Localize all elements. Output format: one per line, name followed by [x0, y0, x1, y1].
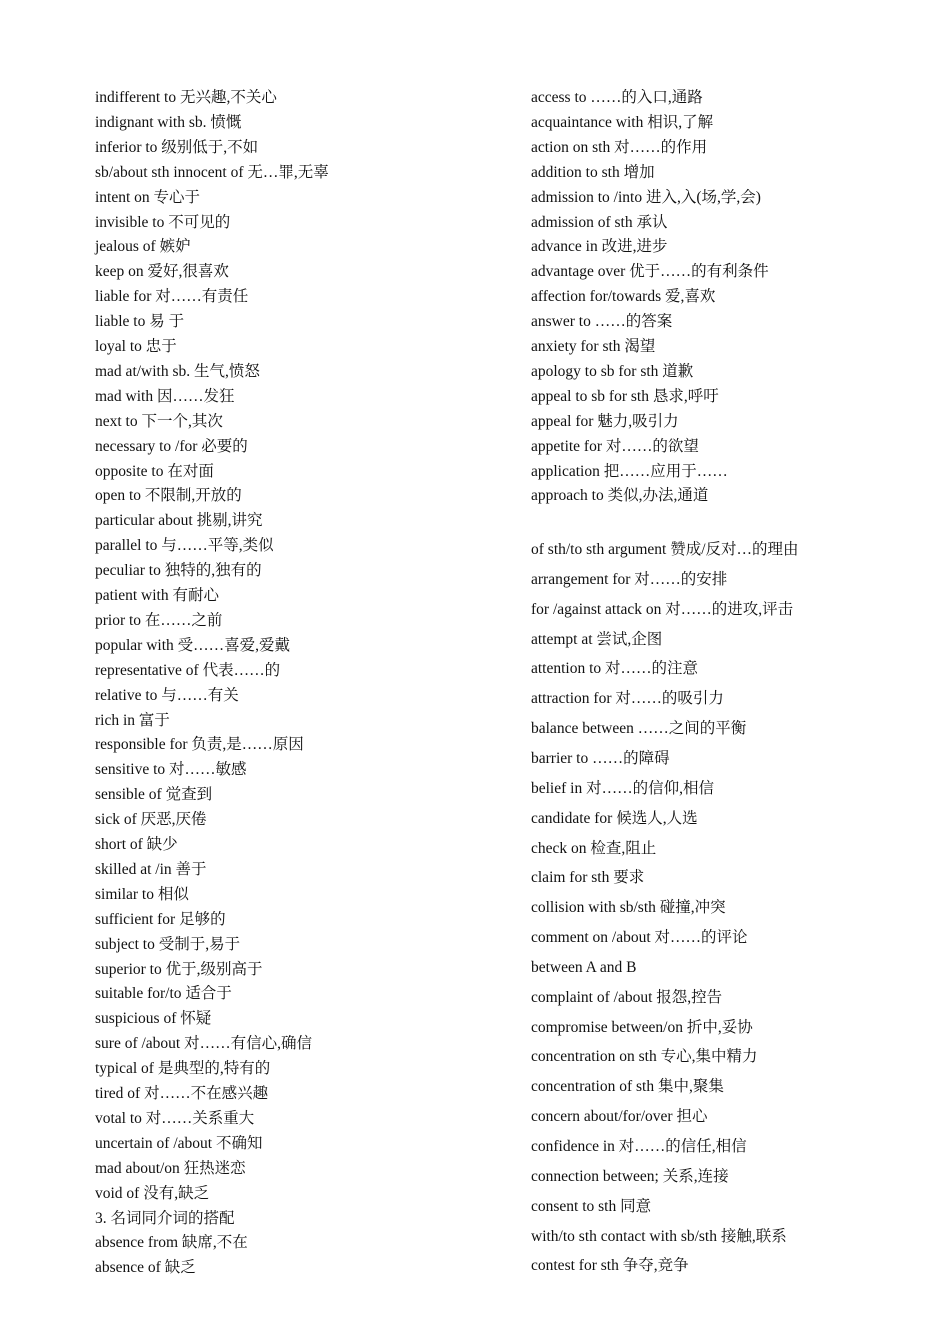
vocab-entry: acquaintance with 相识,了解: [531, 113, 714, 131]
vocab-entry: tired of 对……不在感兴趣: [95, 1085, 269, 1102]
vocab-entry: consent to sth 同意: [531, 1197, 652, 1215]
vocab-entry: connection between; 关系,连接: [531, 1167, 729, 1185]
vocab-entry: loyal to 忠于: [95, 338, 177, 355]
vocab-entry: attention to 对……的注意: [531, 660, 699, 678]
vocab-entry: uncertain of /about 不确知: [95, 1134, 263, 1152]
vocab-entry: addition to sth 增加: [531, 163, 655, 181]
vocab-entry: with/to sth contact with sb/sth 接触,联系: [531, 1227, 787, 1245]
vocab-entry: liable to 易 于: [95, 313, 185, 331]
vocab-entry: sensitive to 对……敏感: [95, 761, 247, 779]
vocab-entry: compromise between/on 折中,妥协: [531, 1018, 753, 1036]
vocab-entry: belief in 对……的信仰,相信: [531, 779, 714, 797]
vocab-entry: suspicious of 怀疑: [95, 1010, 212, 1028]
vocab-entry: superior to 优于,级别高于: [95, 960, 263, 978]
vocab-entry: particular about 挑剔,讲究: [95, 512, 263, 530]
vocab-entry: patient with 有耐心: [95, 587, 219, 604]
vocab-entry: action on sth 对……的作用: [531, 138, 708, 156]
vocab-entry: anxiety for sth 渴望: [531, 338, 656, 355]
vocab-entry: keep on 爱好,很喜欢: [95, 263, 229, 281]
vocab-entry: candidate for 候选人,人选: [531, 809, 698, 827]
vocab-entry: absence from 缺席,不在: [95, 1234, 248, 1252]
vocab-entry: approach to 类似,办法,通道: [531, 487, 709, 505]
vocab-entry: intent on 专心于: [95, 188, 201, 206]
vocab-entry: opposite to 在对面: [95, 462, 214, 480]
vocab-entry: concern about/for/over 担心: [531, 1108, 708, 1126]
vocab-entry: liable for 对……有责任: [95, 288, 249, 306]
vocab-entry: jealous of 嫉妒: [95, 238, 191, 256]
vocab-entry: responsible for 负责,是……原因: [95, 736, 304, 754]
vocab-entry: typical of 是典型的,特有的: [95, 1060, 271, 1078]
vocab-entry: indifferent to 无兴趣,不关心: [95, 89, 277, 106]
vocab-entry: suitable for/to 适合于: [95, 985, 232, 1003]
vocab-entry: advantage over 优于……的有利条件: [531, 263, 769, 281]
vocab-entry: appeal for 魅力,吸引力: [531, 412, 679, 430]
vocab-entry: admission to /into 进入,入(场,学,会): [531, 188, 761, 206]
vocab-entry: sufficient for 足够的: [95, 910, 226, 928]
vocab-entry: subject to 受制于,易于: [95, 935, 241, 953]
vocab-entry: comment on /about 对……的评论: [531, 929, 748, 947]
vocab-entry: affection for/towards 爱,喜欢: [531, 288, 716, 306]
vocab-entry: sb/about sth innocent of 无…罪,无辜: [95, 163, 329, 181]
vocab-entry: contest for sth 争夺,竞争: [531, 1257, 689, 1275]
vocab-entry: access to ……的入口,通路: [531, 89, 703, 106]
vocab-entry: indignant with sb. 愤慨: [95, 113, 242, 131]
vocab-entry: invisible to 不可见的: [95, 213, 231, 231]
vocab-entry: mad at/with sb. 生气,愤怒: [95, 362, 260, 380]
vocab-entry: votal to 对……关系重大: [95, 1109, 255, 1127]
vocab-entry: barrier to ……的障碍: [531, 749, 670, 767]
vocab-entry: for /against attack on 对……的进攻,评击: [531, 600, 794, 618]
vocab-entry: short of 缺少: [95, 836, 178, 853]
vocab-entry: collision with sb/sth 碰撞,冲突: [531, 899, 726, 917]
vocab-entry: parallel to 与……平等,类似: [95, 537, 274, 555]
vocab-entry: mad about/on 狂热迷恋: [95, 1159, 246, 1177]
vocab-entry: admission of sth 承认: [531, 213, 668, 231]
vocab-entry: rich in 富于: [95, 711, 170, 729]
vocab-entry: skilled at /in 善于: [95, 860, 207, 878]
vocab-entry: absence of 缺乏: [95, 1259, 196, 1277]
vocab-entry: application 把……应用于……: [531, 462, 728, 480]
vocab-entry: claim for sth 要求: [531, 869, 645, 887]
vocab-entry: attraction for 对……的吸引力: [531, 690, 724, 708]
vocab-entry: relative to 与……有关: [95, 686, 239, 704]
vocab-entry: apology to sb for sth 道歉: [531, 362, 694, 380]
vocab-entry: appetite for 对……的欲望: [531, 437, 699, 455]
vocab-entry: check on 检查,阻止: [531, 839, 657, 857]
vocab-entry: concentration of sth 集中,聚集: [531, 1078, 724, 1096]
vocab-entry: sure of /about 对……有信心,确信: [95, 1035, 312, 1053]
vocab-entry: peculiar to 独特的,独有的: [95, 562, 262, 580]
vocab-entry: concentration on sth 专心,集中精力: [531, 1048, 758, 1066]
vocab-entry: of sth/to sth argument 赞成/反对…的理由: [531, 541, 799, 558]
vocab-entry: 3. 名词同介词的搭配: [95, 1209, 235, 1227]
vocab-entry: open to 不限制,开放的: [95, 487, 242, 505]
vocab-entry: mad with 因……发狂: [95, 387, 235, 405]
vocab-entry: necessary to /for 必要的: [95, 437, 248, 455]
vocab-entry: sick of 厌恶,厌倦: [95, 811, 207, 829]
vocab-entry: confidence in 对……的信任,相信: [531, 1138, 747, 1155]
vocab-entry: popular with 受……喜爱,爱戴: [95, 636, 291, 654]
vocab-entry: prior to 在……之前: [95, 611, 223, 629]
vocab-entry: void of 没有,缺乏: [95, 1184, 210, 1202]
vocab-entry: inferior to 级别低于,不如: [95, 138, 259, 156]
vocab-entry: arrangement for 对……的安排: [531, 570, 728, 588]
vocab-entry: similar to 相似: [95, 885, 189, 903]
vocab-entry: next to 下一个,其次: [95, 412, 223, 430]
vocab-entry: appeal to sb for sth 恳求,呼吁: [531, 387, 719, 405]
vocab-entry: answer to ……的答案: [531, 313, 673, 331]
vocab-entry: attempt at 尝试,企图: [531, 630, 663, 648]
vocab-entry: representative of 代表……的: [95, 661, 281, 679]
vocab-entry: sensible of 觉查到: [95, 786, 213, 804]
vocab-entry: complaint of /about 报怨,控告: [531, 988, 723, 1006]
vocab-entry: balance between ……之间的平衡: [531, 720, 747, 738]
vocab-entry: advance in 改进,进步: [531, 238, 668, 256]
vocab-entry: between A and B: [531, 958, 637, 976]
